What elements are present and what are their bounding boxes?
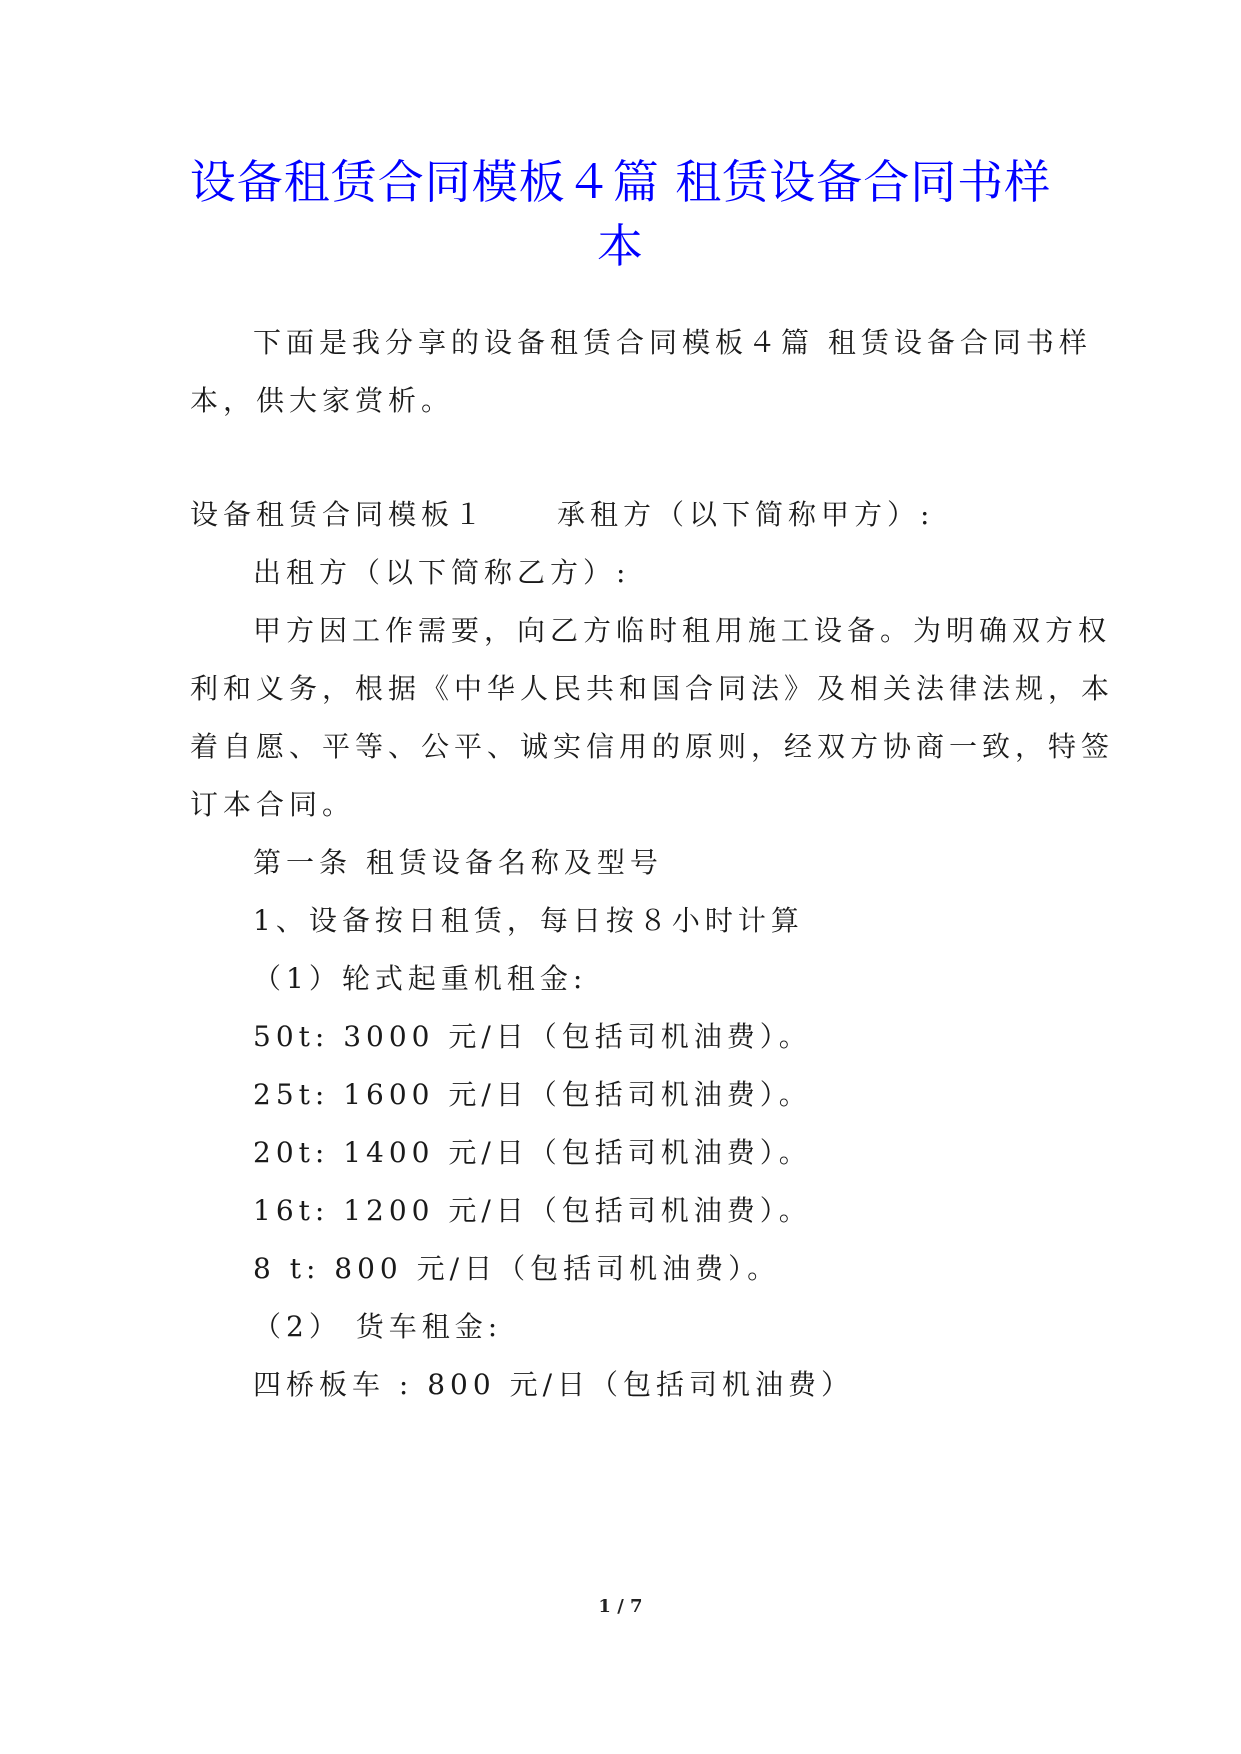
- document-title-line-1: 设备租赁合同模板４篇 租赁设备合同书样: [189, 155, 1052, 209]
- paragraph-line: 订本合同。: [190, 788, 356, 821]
- sub-heading: （1）轮式起重机租金:: [253, 962, 588, 995]
- rate-line: 25t: 1600 元/日（包括司机油费）。: [253, 1078, 812, 1111]
- article-heading: 第一条 租赁设备名称及型号: [253, 846, 663, 879]
- rate-line: 16t: 1200 元/日（包括司机油费）。: [253, 1194, 812, 1227]
- intro-line-2: 本，供大家赏析。: [190, 384, 455, 417]
- rate-line: 50t: 3000 元/日（包括司机油费）。: [253, 1020, 812, 1053]
- list-item: 1、设备按日租赁，每日按８小时计算: [253, 904, 804, 937]
- rate-line: 四桥板车 : 800 元/日（包括司机油费）: [253, 1368, 855, 1401]
- sub-heading: （2） 货车租金:: [253, 1310, 503, 1343]
- paragraph-line: 利和义务，根据《中华人民共和国合同法》及相关法律法规，本: [190, 672, 1115, 705]
- document-title-line-2: 本: [597, 219, 644, 273]
- intro-line-1: 下面是我分享的设备租赁合同模板４篇 租赁设备合同书样: [253, 326, 1092, 359]
- paragraph-line: 甲方因工作需要，向乙方临时租用施工设备。为明确双方权: [253, 614, 1112, 647]
- page-number: 1 / 7: [598, 1596, 643, 1617]
- rate-line: 8 t: 800 元/日（包括司机油费）。: [253, 1252, 781, 1285]
- section-heading-row: [190, 495, 1070, 535]
- lessee-line: 承租方（以下简称甲方）:: [557, 498, 935, 531]
- section-heading: 设备租赁合同模板１: [190, 498, 488, 531]
- lessor-line: 出租方（以下简称乙方）:: [253, 556, 631, 589]
- rate-line: 20t: 1400 元/日（包括司机油费）。: [253, 1136, 812, 1169]
- paragraph-line: 着自愿、平等、公平、诚实信用的原则，经双方协商一致，特签: [190, 730, 1115, 763]
